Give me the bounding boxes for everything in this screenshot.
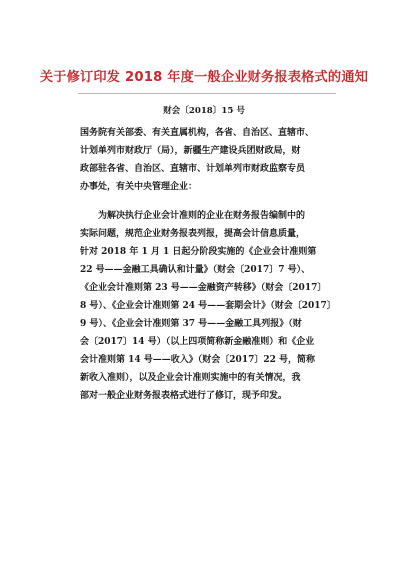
- document-title: 关于修订印发 2018 年度一般企业财务报表格式的通知: [39, 70, 369, 85]
- body-line: 部对一般企业财务报表格式进行了修订，现予印发。: [80, 391, 288, 401]
- body-line: 针对 2018 年 1 月 1 日起分阶段实施的《企业会计准则第: [80, 247, 317, 257]
- body-paragraph: [80, 207, 340, 405]
- paragraph-gap: [80, 196, 340, 207]
- addressee-line: 国务院有关部委、有关直属机构，各省、自治区、直辖市、: [80, 128, 315, 138]
- document-body: [80, 124, 340, 405]
- body-line: 会〔2017〕14 号）（以上四项简称新金融准则）和《企业: [80, 337, 315, 347]
- body-line: 《企业会计准则第 23 号——金融资产转移》（财会〔2017〕: [80, 283, 327, 293]
- body-line: 会计准则第 14 号——收入》（财会〔2017〕22 号，简称: [80, 355, 315, 365]
- body-line: 22 号——金融工具确认和计量》（财会〔2017〕7 号）、: [80, 265, 311, 275]
- body-line: 9 号）、《企业会计准则第 37 号——金融工具列报》（财: [80, 319, 302, 329]
- body-line: 实际问题，规范企业财务报表列报，提高会计信息质量，: [80, 229, 306, 239]
- addressee-line: 计划单列市财政厅（局），新疆生产建设兵团财政局，财: [80, 146, 301, 156]
- title-divider: [78, 93, 336, 94]
- body-line: 新收入准则），以及企业会计准则实施中的有关情况，我: [80, 373, 301, 383]
- addressee-paragraph: [80, 124, 340, 196]
- body-line: 8 号）、《企业会计准则第 24 号——套期会计》（财会〔2017〕: [80, 301, 336, 311]
- document-number: 财会〔2018〕15 号: [163, 106, 245, 116]
- addressee-line: 办事处，有关中央管理企业：: [80, 182, 198, 192]
- addressee-line: 政部驻各省、自治区、直辖市、计划单列市财政监察专员: [80, 164, 306, 174]
- body-line: 为解决执行企业会计准则的企业在财务报告编制中的: [98, 211, 306, 221]
